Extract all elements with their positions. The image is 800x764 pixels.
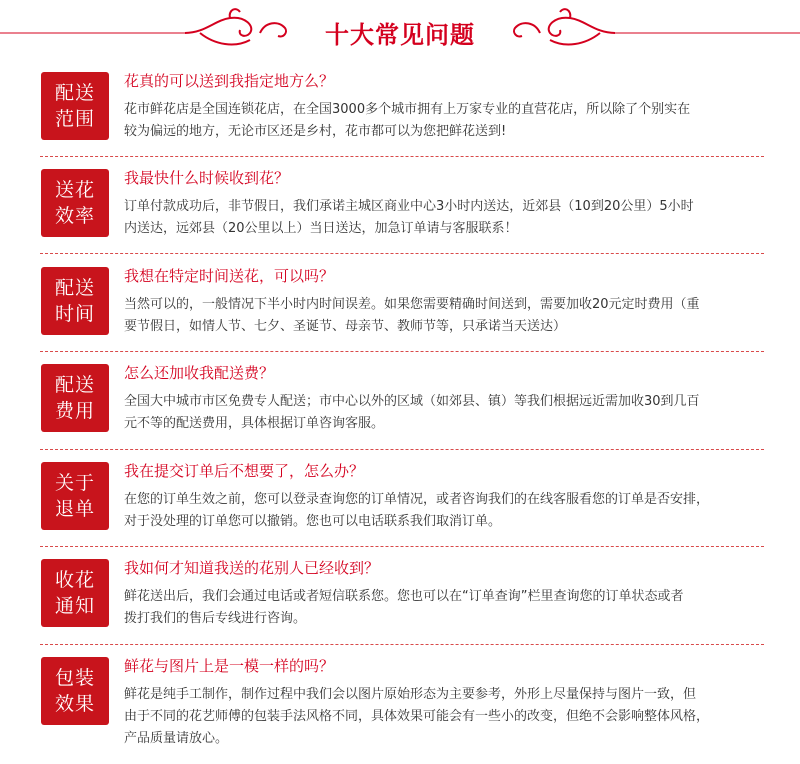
category-badge bbox=[41, 657, 109, 725]
badge-line-1: 配送 bbox=[54, 82, 95, 104]
dashed-divider bbox=[40, 156, 764, 157]
category-badge bbox=[41, 72, 109, 140]
faq-answer-line: 元不等的配送费用，具体根据订单咨询客服。 bbox=[124, 416, 385, 431]
faq-answer-line: 内送达，远郊县（20公里以上）当日送达，加急订单请与客服联系！ bbox=[124, 221, 518, 236]
badge-line-1: 配送 bbox=[54, 374, 95, 396]
faq-answer-line: 拨打我们的售后专线进行咨询。 bbox=[124, 611, 307, 626]
badge-line-1: 收花 bbox=[54, 569, 95, 591]
dashed-divider bbox=[40, 449, 764, 450]
dashed-divider bbox=[40, 546, 764, 547]
faq-question: 我最快什么时候收到花？ bbox=[124, 169, 290, 187]
faq-answer bbox=[124, 586, 764, 630]
faq-answer-line: 由于不同的花艺师傅的包装手法风格不同，具体效果可能会有一些小的改变，但绝不会影响整体风格， bbox=[124, 709, 710, 724]
faq-answer-line: 当然可以的，一般情况下半小时内时间误差。如果您需要精确时间送到，需要加收20元定时费用（重 bbox=[124, 297, 700, 312]
faq-answer bbox=[124, 684, 764, 750]
badge-line-1: 送花 bbox=[54, 179, 95, 201]
faq-answer-line: 较为偏远的地方，无论市区还是乡村，花市都可以为您把鲜花送到! bbox=[124, 124, 507, 139]
faq-answer-line: 鲜花是纯手工制作，制作过程中我们会以图片原始形态为主要参考，外形上尽量保持与图片一致，但 bbox=[124, 687, 697, 702]
dashed-divider bbox=[40, 351, 764, 352]
dashed-divider bbox=[40, 644, 764, 645]
faq-question: 我在提交订单后不想要了，怎么办？ bbox=[124, 462, 365, 480]
dashed-divider bbox=[40, 253, 764, 254]
badge-line-1: 配送 bbox=[54, 277, 95, 299]
page-header bbox=[0, 0, 800, 62]
badge-line-2: 通知 bbox=[54, 595, 95, 617]
badge-line-1: 包装 bbox=[54, 667, 95, 689]
category-badge bbox=[41, 559, 109, 627]
faq-question: 我想在特定时间送花，可以吗？ bbox=[124, 267, 335, 285]
faq-answer-line: 产品质量请放心。 bbox=[124, 731, 229, 746]
faq-answer-line: 在您的订单生效之前，您可以登录查询您的订单情况，或者咨询我们的在线客服看您的订单是否安排， bbox=[124, 492, 710, 507]
faq-answer-line: 花市鲜花店是全国连锁花店，在全国3000多个城市拥有上万家专业的直营花店，所以除了个别实在 bbox=[124, 102, 691, 117]
badge-line-1: 关于 bbox=[54, 472, 95, 494]
faq-question: 怎么还加收我配送费？ bbox=[124, 364, 275, 382]
badge-line-2: 费用 bbox=[54, 400, 95, 422]
category-badge bbox=[41, 364, 109, 432]
faq-question: 鲜花与图片上是一模一样的吗？ bbox=[124, 657, 335, 675]
badge-line-2: 退单 bbox=[54, 498, 95, 520]
category-badge bbox=[41, 462, 109, 530]
faq-question: 我如何才知道我送的花别人已经收到？ bbox=[124, 559, 380, 577]
category-badge bbox=[41, 169, 109, 237]
badge-line-2: 范围 bbox=[54, 108, 95, 130]
faq-answer-line: 鲜花送出后，我们会通过电话或者短信联系您。您也可以在“订单查询”栏里查询您的订单状态或者 bbox=[124, 589, 684, 604]
faq-question: 花真的可以送到我指定地方么？ bbox=[124, 72, 335, 90]
faq-answer bbox=[124, 391, 764, 435]
page-title: 十大常见问题 bbox=[325, 21, 475, 49]
faq-answer bbox=[124, 294, 764, 338]
badge-line-2: 效率 bbox=[54, 205, 95, 227]
faq-answer-line: 对于没处理的订单您可以撤销。您也可以电话联系我们取消订单。 bbox=[124, 514, 502, 529]
badge-line-2: 时间 bbox=[54, 303, 95, 325]
badge-line-2: 效果 bbox=[54, 693, 95, 715]
faq-answer bbox=[124, 489, 764, 533]
faq-answer-line: 要节假日，如情人节、七夕、圣诞节、母亲节、教师节等，只承诺当天送达） bbox=[124, 319, 567, 334]
faq-answer bbox=[124, 99, 764, 143]
category-badge bbox=[41, 267, 109, 335]
faq-answer-line: 订单付款成功后，非节假日，我们承诺主城区商业中心3小时内送达，近郊县（10到20公里）5小时 bbox=[124, 199, 694, 214]
faq-answer-line: 全国大中城市市区免费专人配送；市中心以外的区域（如郊县、镇）等我们根据远近需加收30到几百 bbox=[124, 394, 700, 409]
faq-answer bbox=[124, 196, 764, 240]
